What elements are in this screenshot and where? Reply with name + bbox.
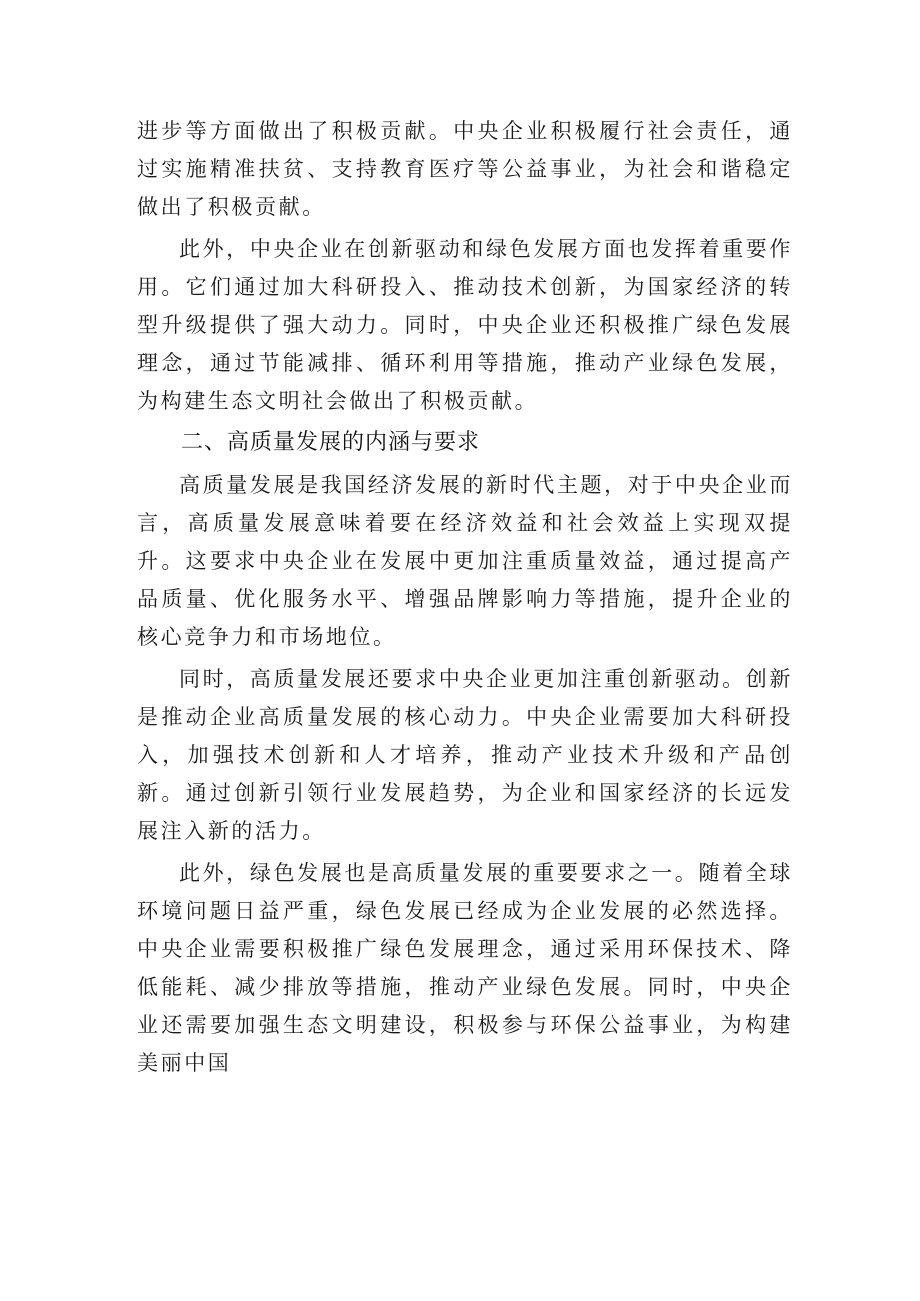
paragraph-innovation-green: 此外，中央企业在创新驱动和绿色发展方面也发挥着重要作用。它们通过加大科研投入、推动技术创新，为国家经济的转型升级提供了强大动力。同时，中央企业还积极推广绿色发展理念，通过节能减排、循环利用等措施，推动产业绿色发展，为构建生态文明社会做出了积极贡献。 — [137, 237, 793, 413]
paragraph-continued: 进步等方面做出了积极贡献。中央企业积极履行社会责任，通过实施精准扶贫、支持教育医疗等公益事业，为社会和谐稳定做出了积极贡献。 — [137, 119, 793, 219]
paragraph-green-development: 此外，绿色发展也是高质量发展的重要要求之一。随着全球环境问题日益严重，绿色发展已经成为企业发展的必然选择。中央企业需要积极推广绿色发展理念，通过采用环保技术、降低能耗、减少排放等措施，推动产业绿色发展。同时，中央企业还需要加强生态文明建设，积极参与环保公益事业，为构建美丽中国 — [137, 861, 793, 1075]
document-body — [137, 112, 793, 1086]
paragraph-innovation-driven: 同时，高质量发展还要求中央企业更加注重创新驱动。创新是推动企业高质量发展的核心动力。中央企业需要加大科研投入，加强技术创新和人才培养，推动产业技术升级和产品创新。通过创新引领行业发展趋势，为企业和国家经济的长远发展注入新的活力。 — [137, 667, 793, 843]
section-heading: 二、高质量发展的内涵与要求 — [181, 430, 481, 455]
paragraph-high-quality-theme: 高质量发展是我国经济发展的新时代主题，对于中央企业而言，高质量发展意味着要在经济效益和社会效益上实现双提升。这要求中央企业在发展中更加注重质量效益，通过提高产品质量、优化服务水平、增强品牌影响力等措施，提升企业的核心竞争力和市场地位。 — [137, 473, 793, 649]
